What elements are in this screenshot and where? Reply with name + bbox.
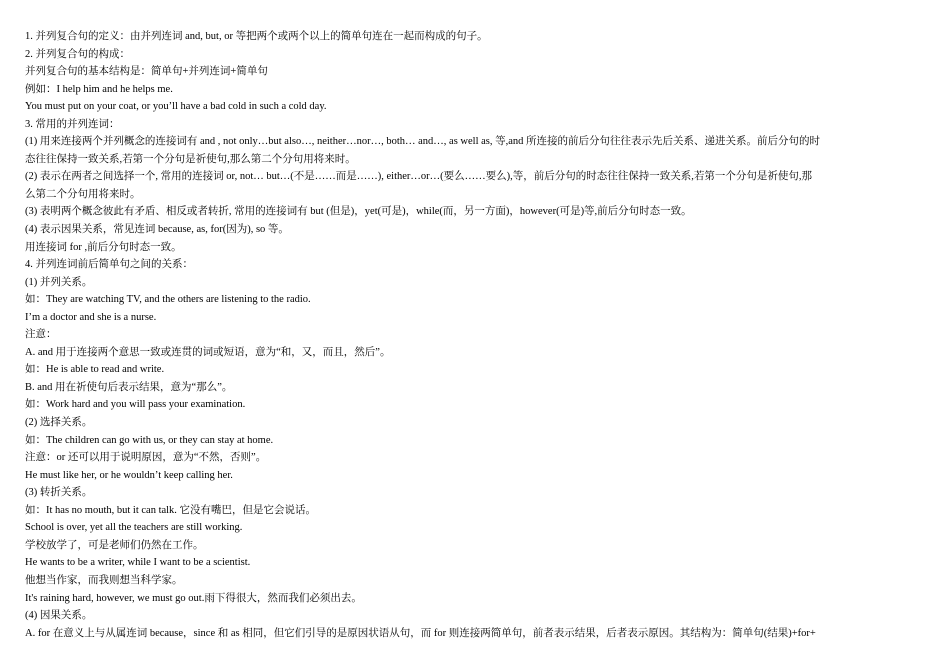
text-line: (1) 用来连接两个并列概念的连接词有 and , not only…but also…, neither…nor…, both… and…, as well as, 等,and 所连接的前后分句往往表示先后关系、递进关系。前后分句的时: [25, 136, 821, 148]
example-line: 如：It has no mouth, but it can talk. 它没有嘴巴，但是它会说话。: [25, 504, 317, 516]
text-line: (3) 表明两个概念彼此有矛盾、相反或者转折, 常用的连接词有 but (但是)，yet(可是)，while(而，另一方面)，however(可是)等,前后分句时态一致。: [25, 206, 692, 218]
example-line: You must put on your coat, or you’ll have a bad cold in such a cold day.: [25, 101, 327, 113]
subsection-heading: (1) 并列关系。: [25, 276, 93, 288]
text-line: (2) 表示在两者之间选择一个, 常用的连接词 or, not… but…(不是……而是……), either…or…(要么……要么),等，前后分句的时态往往保持一致关系,若第一个分句是祈使句,那: [25, 171, 813, 183]
section-heading: 2. 并列复合句的构成：: [25, 48, 130, 60]
example-line: It's raining hard, however, we must go out.雨下得很大，然而我们必须出去。: [25, 592, 362, 604]
subsection-heading: (3) 转折关系。: [25, 487, 93, 499]
text-line: 并列复合句的基本结构是：简单句+并列连词+简单句: [25, 66, 268, 78]
text-line: 么第二个分句用将来时。: [25, 188, 141, 200]
subsection-heading: (4) 因果关系。: [25, 610, 93, 622]
text-line: A. for 在意义上与从属连词 because，since 和 as 相同，但它们引导的是原因状语从句，而 for 则连接两简单句，前者表示结果，后者表示原因。其结构为：简单句(结果)+for+: [25, 627, 816, 639]
text-line: (4) 表示因果关系，常见连词 because, as, for(因为), so 等。: [25, 224, 289, 236]
subsection-heading: (2) 选择关系。: [25, 417, 93, 429]
example-line: 例如：I help him and he helps me.: [25, 83, 173, 95]
translation-line: 他想当作家，而我则想当科学家。: [25, 574, 183, 586]
example-line: 如：Work hard and you will pass your examination.: [25, 399, 246, 411]
example-line: School is over, yet all the teachers are still working.: [25, 522, 243, 534]
example-line: 如：They are watching TV, and the others are listening to the radio.: [25, 294, 311, 306]
example-line: 如：The children can go with us, or they can stay at home.: [25, 434, 274, 446]
example-line: I’m a doctor and she is a nurse.: [25, 311, 157, 323]
text-line: 用连接词 for ,前后分句时态一致。: [25, 241, 182, 253]
text-line: B. and 用在祈使句后表示结果，意为“那么”。: [25, 381, 233, 393]
example-line: 如：He is able to read and write.: [25, 364, 165, 376]
text-line: A. and 用于连接两个意思一致或连贯的词或短语，意为“和，又，而且，然后”。: [25, 346, 391, 358]
example-line: He must like her, or he wouldn’t keep calling her.: [25, 469, 233, 481]
example-line: He wants to be a writer, while I want to be a scientist.: [25, 557, 251, 569]
section-heading: 3. 常用的并列连词：: [25, 118, 120, 130]
definition-line: 1. 并列复合句的定义：由并列连词 and, but, or 等把两个或两个以上的简单句连在一起而构成的句子。: [25, 31, 488, 42]
document-page: [25, 28, 927, 642]
text-line: 态往往保持一致关系,若第一个分句是祈使句,那么第二个分句用将来时。: [25, 153, 356, 165]
note-line: 注意：or 还可以用于说明原因，意为“不然，否则”。: [25, 452, 267, 464]
translation-line: 学校放学了，可是老师们仍然在工作。: [25, 539, 204, 551]
section-heading: 4. 并列连词前后简单句之间的关系：: [25, 259, 193, 271]
note-label: 注意：: [25, 329, 57, 341]
